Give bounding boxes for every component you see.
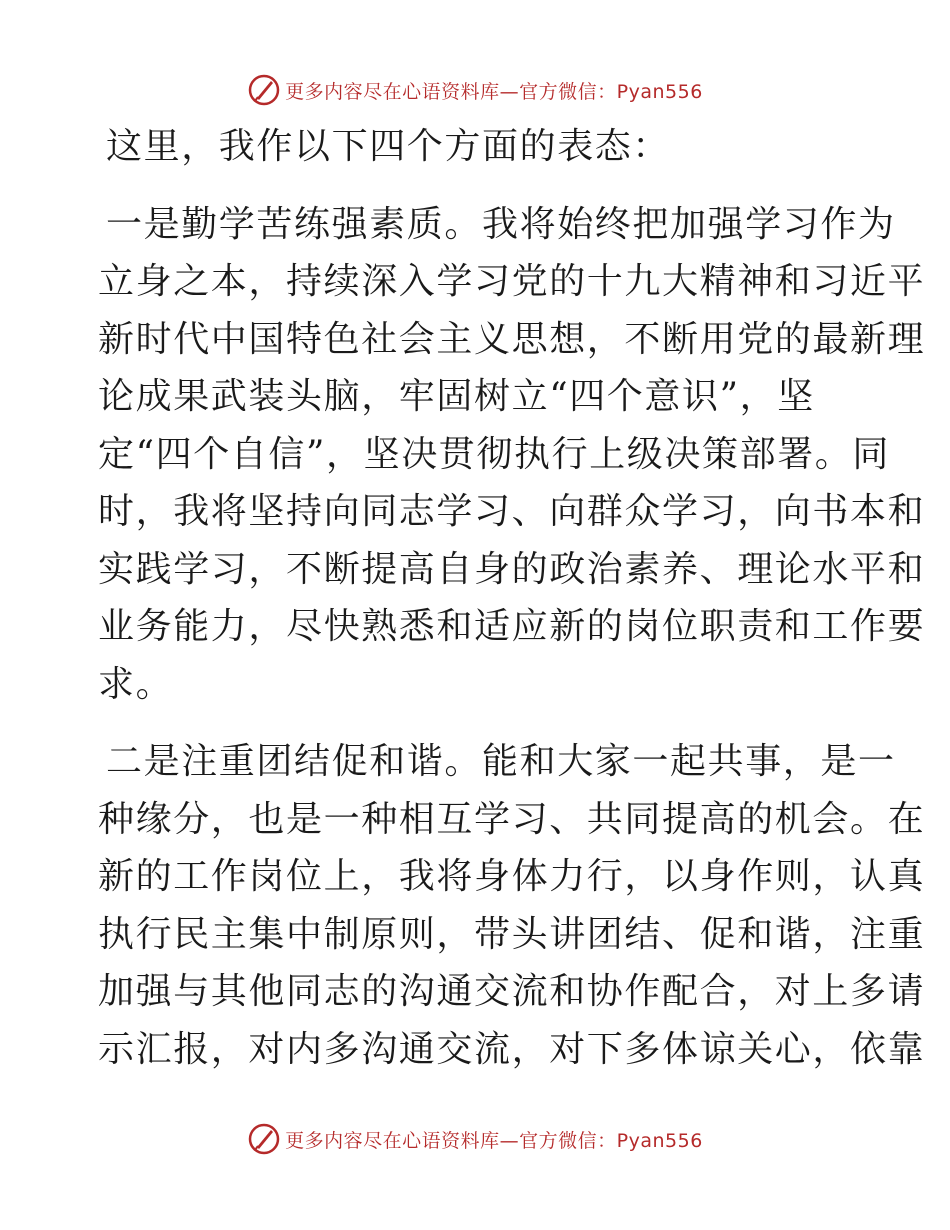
header-watermark (0, 70, 950, 110)
text-line: 新时代中国特色社会主义思想，不断用党的最新理 (98, 318, 926, 360)
text-line: 一是勤学苦练强素质。我将始终把加强学习作为 (106, 203, 896, 245)
text-line: 立身之本，持续深入学习党的十九大精神和习近平 (98, 261, 926, 302)
text-line: 求。 (98, 663, 174, 705)
text-line: 二是注重团结促和谐。能和大家一起共事，是一 (106, 741, 896, 782)
text-line: 示汇报，对内多沟通交流，对下多体谅关心，依靠 (98, 1028, 926, 1070)
text-line: 业务能力，尽快熟悉和适应新的岗位职责和工作要 (98, 606, 926, 647)
quill-pen-logo-icon (247, 1122, 281, 1156)
footer-watermark (0, 1119, 950, 1159)
text-line: 时，我将坚持向同志学习、向群众学习，向书本和 (98, 491, 926, 532)
quill-pen-logo-icon (247, 73, 281, 107)
text-line: 论成果武装头脑，牢固树立“四个意识”，坚 (98, 376, 815, 417)
watermark-text: 更多内容尽在心语资料库—官方微信：Pyan556 (285, 1129, 703, 1152)
section-2-paragraph (98, 733, 926, 1078)
text-line: 加强与其他同志的沟通交流和协作配合，对上多请 (98, 971, 926, 1012)
text-line: 实践学习，不断提高自身的政治素养、理论水平和 (98, 548, 926, 590)
text-line: 这里，我作以下四个方面的表态： (106, 126, 671, 167)
text-line: 新的工作岗位上，我将身体力行，以身作则，认真 (98, 856, 926, 897)
intro-paragraph (98, 118, 858, 176)
text-line: 执行民主集中制原则，带头讲团结、促和谐，注重 (98, 913, 926, 955)
text-line: 种缘分，也是一种相互学习、共同提高的机会。在 (98, 798, 926, 840)
section-1-paragraph (98, 196, 926, 714)
document-body (98, 118, 926, 1078)
watermark-text: 更多内容尽在心语资料库—官方微信：Pyan556 (285, 80, 703, 103)
text-line: 定“四个自信”，坚决贯彻执行上级决策部署。同 (98, 433, 891, 475)
